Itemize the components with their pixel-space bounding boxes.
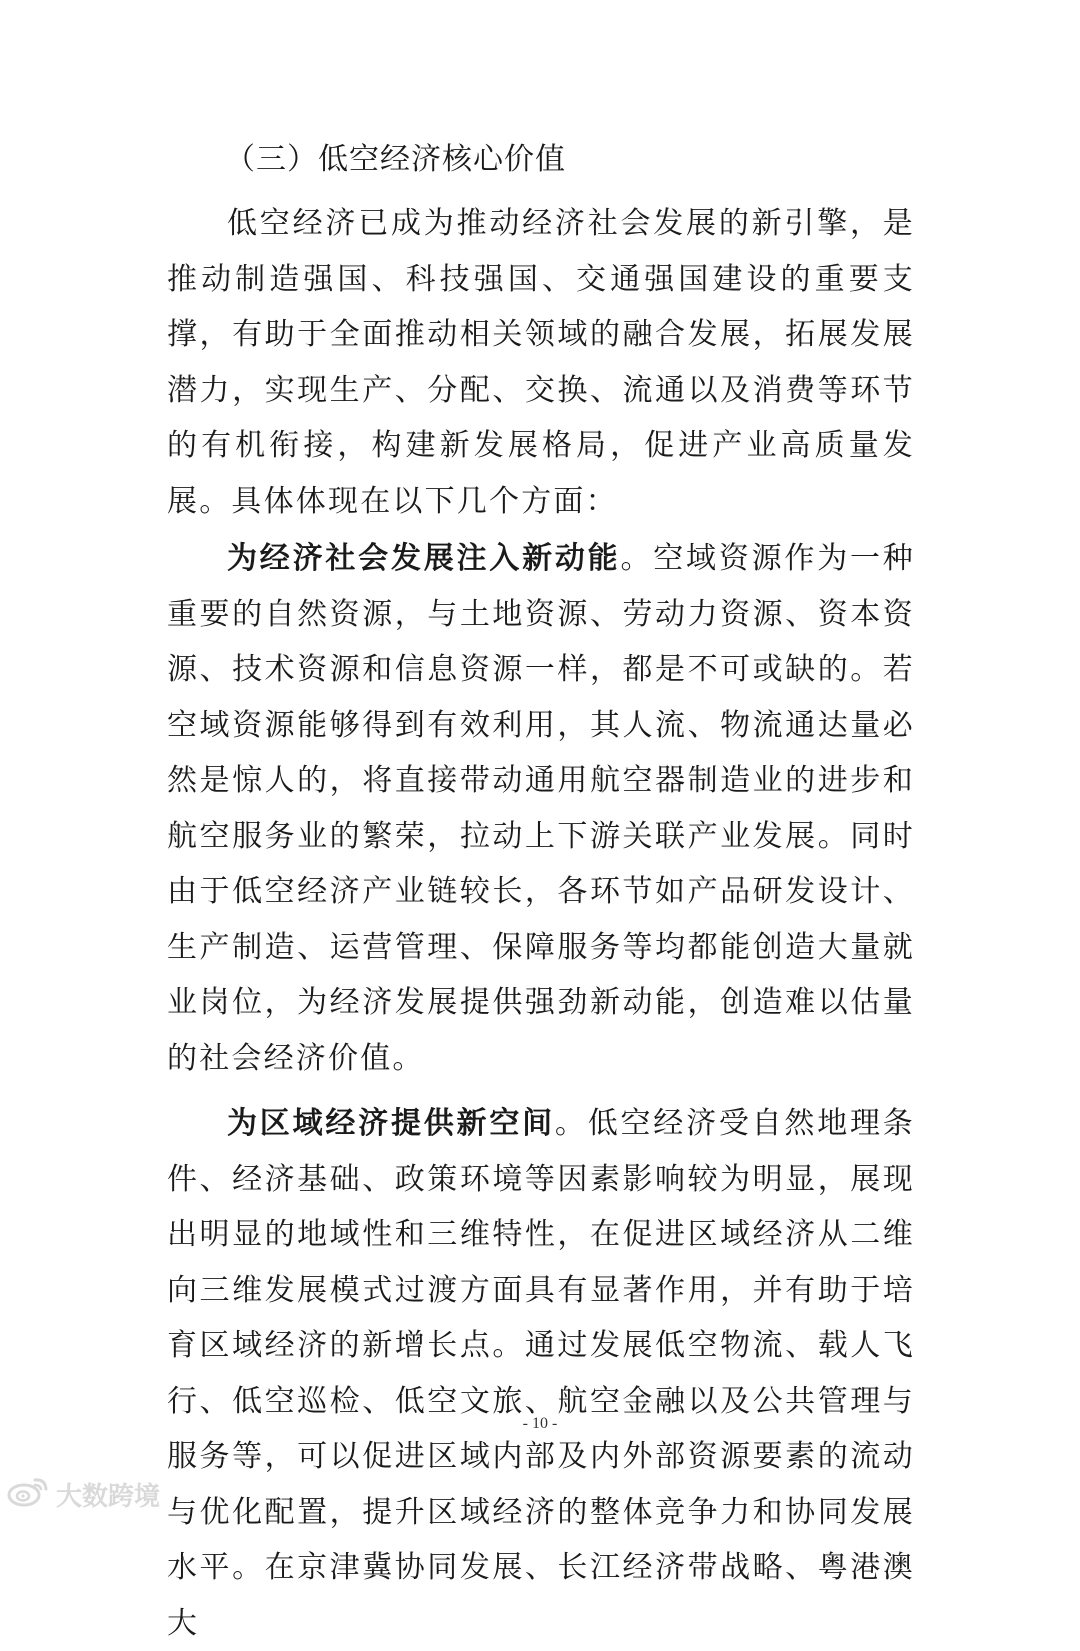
weibo-logo-icon [6,1474,56,1515]
watermark-text: 大数跨境 [56,1481,161,1512]
watermark [6,1474,160,1514]
paragraph-intro [167,196,915,529]
paragraph-text: 。低空经济受自然地理条件、经济基础、政策环境等因素影响较为明显，展现出明显的地域性和三维特性，在促进区域经济从二维向三维发展模式过渡方面具有显著作用，并有助于培育区域经济的新增长点。通过发展低空物流、载人飞行、低空巡检、低空文旅、航空金融以及公共管理与服务等，可以促进区域内部及内外部资源要素的流动与优化配置，提升区域经济的整体竞争力和协同发展水平。在京津冀协同发展、长江经济带战略、粤港澳大 [167,1106,916,1641]
paragraph-new-space [167,1096,915,1651]
paragraph-text: 低空经济已成为推动经济社会发展的新引擎，是推动制造强国、科技强国、交通强国建设的重要支撑，有助于全面推动相关领域的融合发展，拓展发展潜力，实现生产、分配、交换、流通以及消费等环节的有机衔接，构建新发展格局，促进产业高质量发展。具体体现在以下几个方面： [167,206,915,519]
section-heading: （三）低空经济核心价值 [225,142,566,177]
page-number: - 10 - [522,1415,558,1432]
paragraph-lead: 为区域经济提供新空间 [227,1106,555,1141]
paragraph-lead: 为经济社会发展注入新动能 [227,541,621,576]
paragraph-text: 。空域资源作为一种重要的自然资源，与土地资源、劳动力资源、资本资源、技术资源和信息资源一样，都是不可或缺的。若空域资源能够得到有效利用，其人流、物流通达量必然是惊人的，将直接带动通用航空器制造业的进步和航空服务业的繁荣，拉动上下游关联产业发展。同时由于低空经济产业链较长，各环节如产品研发设计、生产制造、运营管理、保障服务等均都能创造大量就业岗位，为经济发展提供强劲新动能，创造难以估量的社会经济价值。 [167,541,915,1076]
paragraph-new-momentum [167,531,915,1086]
